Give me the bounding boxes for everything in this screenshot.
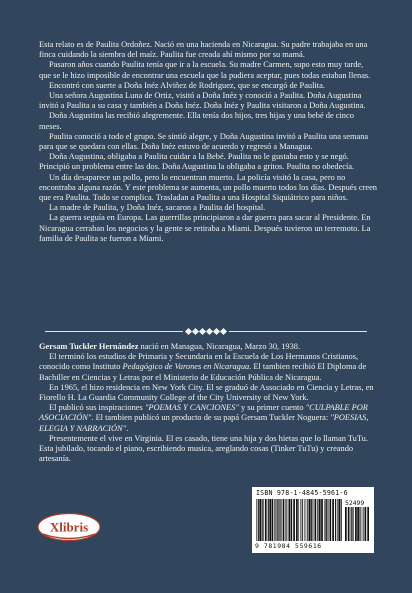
story-paragraph: Una señora Augustina Luna de Ortiz, visitó a Doña Inéz y conoció a Paulita. Doña Augustina invitó a Paulita a su casa y también a Doña Inéz. Doña Inéz y Paulita visitaron a Doña Augustina. xyxy=(39,91,366,111)
svg-text:Xlibris: Xlibris xyxy=(49,519,89,535)
divider-line-right xyxy=(229,331,367,332)
author-name: Gersam Tuckler Hernández xyxy=(39,342,139,351)
isbn-label: ISBN 978-1-4845-5961-6 xyxy=(256,489,348,497)
author-bio xyxy=(39,342,377,464)
barcode-bars-addon xyxy=(345,507,371,541)
story-paragraph: Encontró con suerte a Doña Inéz Alviñez de Rodriguez, que se encargó de Paulita. xyxy=(49,80,325,90)
story-paragraph: Un día desaparece un pollo, pero lo encuentran muerto. La policía visitó la casa, pero no encontraba alguna razón. Y este problema se aumenta, un pollo muerto todos los días. Después creen que era Paulita. Todo se complica. Trasladan a Paulita a una Hospital Siquiátrico para niños. xyxy=(39,172,377,203)
story-paragraph: Pasaron años cuando Paulita tenía que ir a la escuela. Su madre Carmen, supo esto muy tarde, que se le hizo imposible de encontrar una escuela que la pudiera aceptar, pues todas estaban llenas. xyxy=(39,60,371,80)
bio-paragraph: El terminó los estudios de Primaria y Secundaria en la Escuela de Los Hermanos Cristianos, conocido como Instituto Pedagógico de Varones en Nicaragua. El tambien recibió El Diploma de Bachiller en Ciencias y Letras por el Ministerio de Educación Pública de Nicaragua. xyxy=(39,352,367,382)
bio-paragraph: Gersam Tuckler Hernández nació en Managua, Nicaragua, Marzo 30, 1938. xyxy=(39,342,301,351)
story-paragraph: Doña Augustina, obligaba a Paulita cuidar a la Bebé. Paulita no le gustaba esto y se negó. Principió un problema entre las dos. Doña Augustina la obligaba a gritos. Paulita no obedecía. xyxy=(39,152,355,172)
ornamental-divider xyxy=(0,325,412,337)
bio-paragraph: El publicó sus inspiraciones "POEMAS Y CANCIONES" y su primer cuento "CULPABLE POR ASOCIACIÓN". El tambien publicó un producto de su papá Gersam Tuckler Noguera: "POESIAS, ELEGIA Y NARRACIÓN". xyxy=(39,403,369,433)
isbn-barcode xyxy=(252,487,374,553)
diamond-ornament-icon xyxy=(186,329,226,334)
xlibris-logo xyxy=(37,512,101,542)
story-paragraph: Paulita conoció a todo el grupo. Se sintió alegre, y Doña Augustina invitó a Paulita una semana para que se quedara con ellas. Doña Inéz estuvo de acuerdo y regresó a Managua. xyxy=(39,131,369,152)
story-paragraph: La madre de Paulita, y Doña Inéz, sacaron a Paulita del hospital. xyxy=(49,203,266,213)
barcode-bars-main xyxy=(256,499,342,541)
story-paragraph: La guerra seguía en Europa. Las guerrillas principiaron a dar guerra para sacar al Presidente. En Nicaragua cerraban los negocios y la gente se retiraba a Miami. Después tuvieron un terremoto. La familia de Paulita se fueron a Miami. xyxy=(39,213,371,243)
story-text xyxy=(39,40,377,244)
price-addon-number: 52499 xyxy=(345,499,365,507)
bio-paragraph: En 1965, el hizo residencia en New York City. El se graduó de Associado en Ciencia y Letras, en Fiorello H. La Guardia Community College of the City University of New York. xyxy=(39,382,374,403)
bio-paragraph: Presentemente el vive en Virginia. El es casado, tiene una hija y dos hietas que lo llaman TuTu. Esta jubilado, tocando el piano, escribiendo musica, areglando cosas (Tinker TuTu) y creando artesanía. xyxy=(39,433,368,464)
story-paragraph: Doña Augustina las recibió alegremente. Ella tenía dos hijos, tres hijas y una bebé de cinco meses. xyxy=(39,111,354,131)
story-paragraph: Esta relato es de Paulita Ordoñez. Nació en una hacienda en Nicaragua. Su padre trabajaba en una finca cuidando la siembra del maíz. Paulita fue creada ahí mismo por su mamá. xyxy=(39,40,368,60)
divider-line-left xyxy=(45,331,183,332)
ean-number: 9 781984 559616 xyxy=(255,542,322,550)
